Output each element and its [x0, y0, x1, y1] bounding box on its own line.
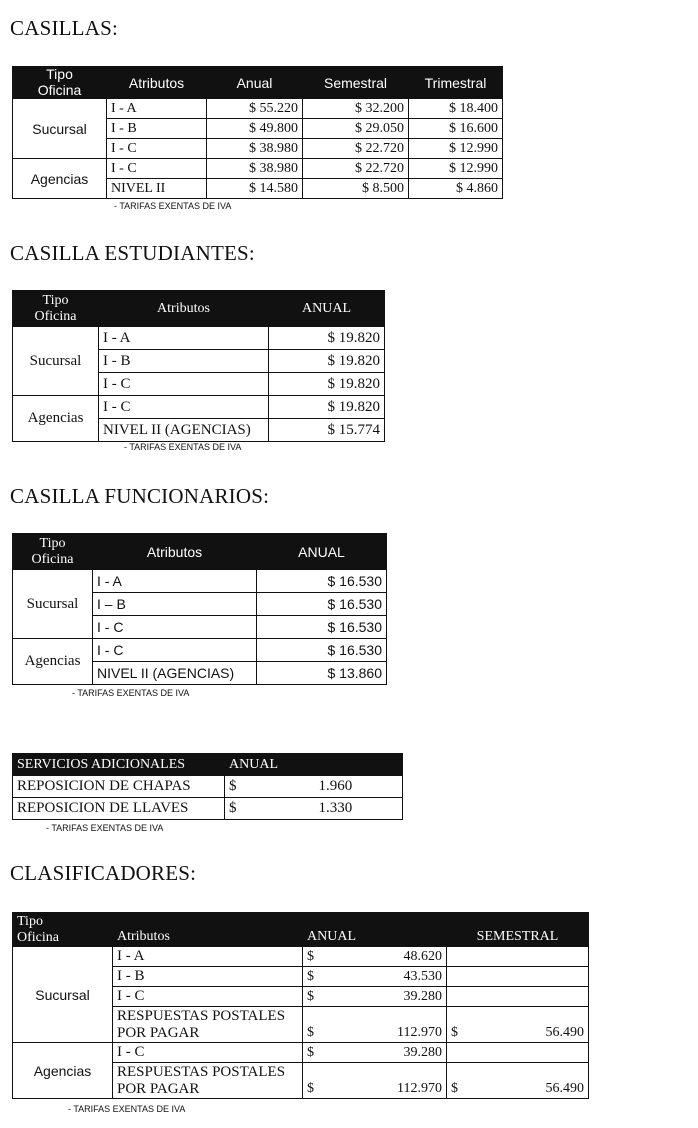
header-tipo-oficina: Tipo Oficina — [13, 534, 93, 570]
attr-cell: I - B — [107, 119, 207, 139]
semestral-cell: $ 32.200 — [303, 99, 409, 119]
header-atributos: Atributos — [99, 291, 269, 327]
currency-cell — [447, 1043, 469, 1063]
currency-cell: $ — [303, 1043, 325, 1063]
table-clasificadores — [12, 912, 589, 1099]
heading-casilla-funcionarios: CASILLA FUNCIONARIOS: — [10, 484, 270, 508]
value-cell: 1.330 — [249, 798, 403, 820]
anual-cell: 112.970 — [325, 1063, 447, 1099]
anual-cell: $ 55.220 — [207, 99, 303, 119]
note-iva: - TARIFAS EXENTAS DE IVA — [68, 1104, 186, 1114]
currency-cell: $ — [447, 1063, 469, 1099]
header-anual: ANUAL — [269, 291, 385, 327]
header-anual: ANUAL — [303, 913, 447, 947]
office-agencias: Agencias — [13, 1043, 113, 1099]
table-casillas — [12, 66, 503, 199]
header-anual: Anual — [207, 67, 303, 99]
office-sucursal: Sucursal — [13, 570, 93, 639]
anual-cell: $ 19.820 — [269, 327, 385, 350]
attr-cell: I – B — [93, 593, 257, 616]
anual-cell: $ 13.860 — [257, 662, 387, 685]
header-servicios-adicionales: SERVICIOS ADICIONALES — [13, 754, 225, 776]
anual-cell: $ 38.980 — [207, 139, 303, 159]
anual-cell: 43.530 — [325, 967, 447, 987]
table-row — [13, 396, 385, 419]
item-cell: REPOSICION DE LLAVES — [13, 798, 225, 820]
header-semestral: SEMESTRAL — [447, 913, 589, 947]
note-iva: - TARIFAS EXENTAS DE IVA — [72, 688, 190, 698]
header-tipo-oficina: Tipo Oficina — [13, 67, 107, 99]
anual-cell: 39.280 — [325, 1043, 447, 1063]
anual-cell: $ 49.800 — [207, 119, 303, 139]
currency-cell: $ — [447, 1007, 469, 1043]
trimestral-cell: $ 16.600 — [409, 119, 503, 139]
anual-cell: $ 16.530 — [257, 570, 387, 593]
table-row — [13, 570, 387, 593]
note-iva: - TARIFAS EXENTAS DE IVA — [124, 442, 242, 452]
header-atributos: Atributos — [113, 913, 303, 947]
semestral-cell: $ 22.720 — [303, 159, 409, 179]
office-sucursal: Sucursal — [13, 327, 99, 396]
header-anual: ANUAL — [257, 534, 387, 570]
table-row — [13, 1043, 589, 1063]
currency-cell: $ — [303, 947, 325, 967]
attr-cell: NIVEL II (AGENCIAS) — [93, 662, 257, 685]
table-servicios-adicionales — [12, 753, 403, 820]
header-trimestral: Trimestral — [409, 67, 503, 99]
header-tipo-oficina: Tipo Oficina — [13, 913, 113, 947]
currency-cell: $ — [225, 798, 249, 820]
anual-cell: 39.280 — [325, 987, 447, 1007]
currency-cell: $ — [303, 1007, 325, 1043]
attr-cell: I - C — [99, 396, 269, 419]
anual-cell: $ 38.980 — [207, 159, 303, 179]
attr-cell: I - C — [113, 1043, 303, 1063]
header-atributos: Atributos — [93, 534, 257, 570]
heading-casilla-estudiantes: CASILLA ESTUDIANTES: — [10, 241, 255, 265]
attr-cell: I - B — [99, 350, 269, 373]
attr-cell: I - A — [93, 570, 257, 593]
semestral-cell: 56.490 — [469, 1007, 589, 1043]
office-agencias: Agencias — [13, 639, 93, 685]
anual-cell: $ 16.530 — [257, 593, 387, 616]
anual-cell: 48.620 — [325, 947, 447, 967]
attr-cell: I - C — [93, 639, 257, 662]
anual-cell: $ 14.580 — [207, 179, 303, 199]
table-row — [13, 798, 403, 820]
anual-cell: $ 19.820 — [269, 350, 385, 373]
attr-cell: NIVEL II (AGENCIAS) — [99, 419, 269, 442]
anual-cell: $ 19.820 — [269, 373, 385, 396]
note-iva: - TARIFAS EXENTAS DE IVA — [46, 823, 164, 833]
attr-cell: I - B — [113, 967, 303, 987]
heading-casillas: CASILLAS: — [10, 16, 118, 40]
trimestral-cell: $ 12.990 — [409, 159, 503, 179]
anual-cell: $ 15.774 — [269, 419, 385, 442]
currency-cell: $ — [303, 1063, 325, 1099]
semestral-cell: $ 8.500 — [303, 179, 409, 199]
table-row — [13, 99, 503, 119]
header-tipo-oficina: Tipo Oficina — [13, 291, 99, 327]
attr-cell: NIVEL II — [107, 179, 207, 199]
office-sucursal: Sucursal — [13, 99, 107, 159]
table-row — [13, 776, 403, 798]
table-row — [13, 639, 387, 662]
attr-cell: I - A — [99, 327, 269, 350]
attr-cell: I - C — [113, 987, 303, 1007]
semestral-cell: $ 29.050 — [303, 119, 409, 139]
header-anual: ANUAL — [225, 754, 403, 776]
attr-cell: RESPUESTAS POSTALES POR PAGAR — [113, 1063, 303, 1099]
semestral-cell: $ 22.720 — [303, 139, 409, 159]
semestral-cell — [469, 967, 589, 987]
trimestral-cell: $ 4.860 — [409, 179, 503, 199]
attr-cell: I - C — [107, 139, 207, 159]
anual-cell: $ 19.820 — [269, 396, 385, 419]
header-semestral: Semestral — [303, 67, 409, 99]
semestral-cell — [469, 1043, 589, 1063]
attr-cell: I - C — [93, 616, 257, 639]
table-row — [13, 159, 503, 179]
currency-cell: $ — [225, 776, 249, 798]
trimestral-cell: $ 12.990 — [409, 139, 503, 159]
office-agencias: Agencias — [13, 159, 107, 199]
anual-cell: $ 16.530 — [257, 616, 387, 639]
currency-cell: $ — [303, 987, 325, 1007]
anual-cell: $ 16.530 — [257, 639, 387, 662]
currency-cell — [447, 987, 469, 1007]
semestral-cell: 56.490 — [469, 1063, 589, 1099]
office-agencias: Agencias — [13, 396, 99, 442]
table-casilla-estudiantes — [12, 290, 385, 442]
attr-cell: I - A — [113, 947, 303, 967]
semestral-cell — [469, 947, 589, 967]
currency-cell — [447, 967, 469, 987]
note-iva: - TARIFAS EXENTAS DE IVA — [114, 201, 232, 211]
trimestral-cell: $ 18.400 — [409, 99, 503, 119]
attr-cell: RESPUESTAS POSTALES POR PAGAR — [113, 1007, 303, 1043]
header-atributos: Atributos — [107, 67, 207, 99]
anual-cell: 112.970 — [325, 1007, 447, 1043]
attr-cell: I - C — [107, 159, 207, 179]
semestral-cell — [469, 987, 589, 1007]
office-sucursal: Sucursal — [13, 947, 113, 1043]
attr-cell: I - C — [99, 373, 269, 396]
currency-cell — [447, 947, 469, 967]
table-casilla-funcionarios — [12, 533, 387, 685]
currency-cell: $ — [303, 967, 325, 987]
item-cell: REPOSICION DE CHAPAS — [13, 776, 225, 798]
value-cell: 1.960 — [249, 776, 403, 798]
attr-cell: I - A — [107, 99, 207, 119]
table-row — [13, 327, 385, 350]
table-row — [13, 947, 589, 967]
heading-clasificadores: CLASIFICADORES: — [10, 861, 197, 885]
